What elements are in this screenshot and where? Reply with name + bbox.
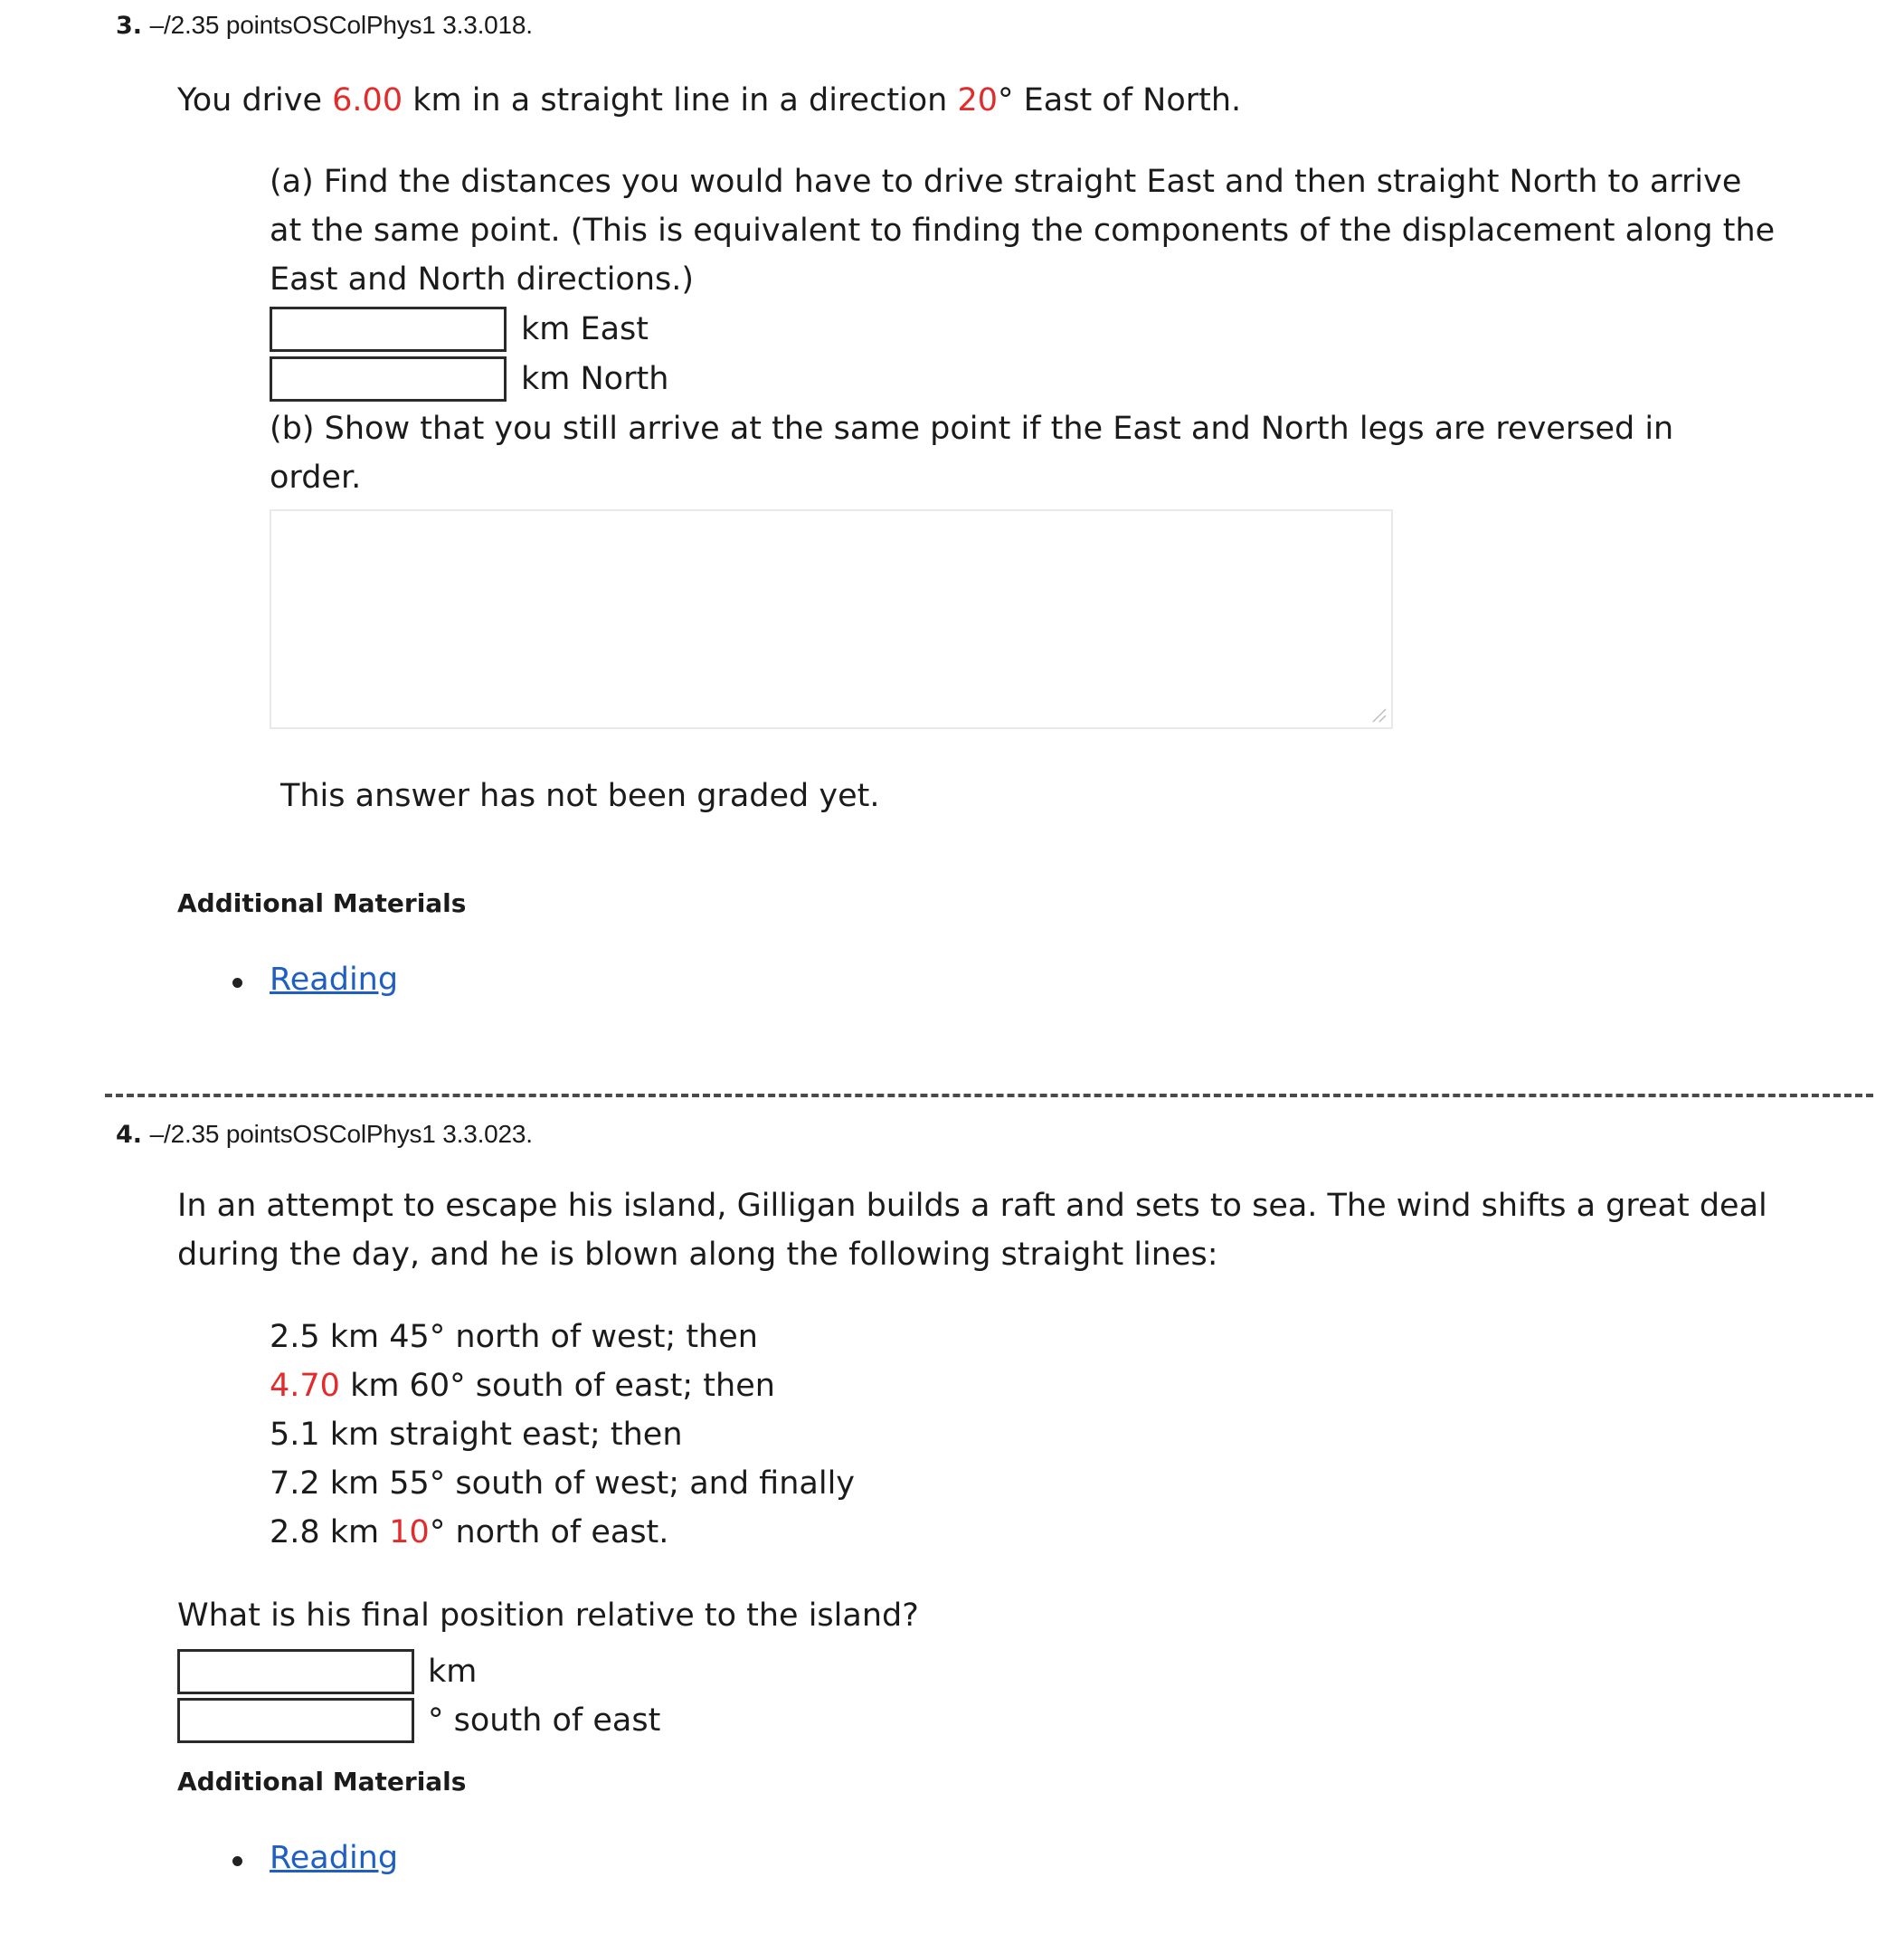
q4-km-input[interactable] — [177, 1649, 414, 1694]
q3-km-north-label: km North — [521, 361, 669, 397]
q3-header — [116, 11, 533, 40]
q4-leg-4: 7.2 km 55° south of west; and finally — [270, 1465, 856, 1502]
bullet-icon — [232, 1856, 242, 1866]
q3-part-a-line3: East and North directions.) — [270, 261, 695, 298]
q3-part-b-line2: order. — [270, 460, 362, 496]
question-divider — [105, 1094, 1873, 1097]
q3-reading-link[interactable]: Reading — [270, 962, 399, 998]
q4-leg-2 — [270, 1361, 855, 1410]
q4-intro — [177, 1181, 1767, 1279]
q4-leg-5-b: ° north of east. — [429, 1514, 669, 1550]
q4-additional-materials-title: Additional Materials — [177, 1767, 467, 1797]
q4-angle-label: ° south of east — [428, 1702, 661, 1739]
q4-leg-1: 2.5 km 45° north of west; then — [270, 1319, 758, 1355]
q3-essay-answer[interactable] — [270, 509, 1393, 729]
q3-number: 3. — [116, 12, 143, 40]
q4-intro-line1: In an attempt to escape his island, Gilligan builds a raft and sets to sea. The wind shifts a great deal — [177, 1188, 1767, 1224]
q4-intro-line2: during the day, and he is blown along the following straight lines: — [177, 1237, 1218, 1273]
q3-intro — [177, 76, 1241, 125]
bullet-icon — [232, 978, 242, 988]
q3-part-b-text — [270, 404, 1673, 502]
q3-km-east-input[interactable] — [270, 307, 507, 352]
q3-part-b-line1: (b) Show that you still arrive at the same point if the East and North legs are reversed in — [270, 411, 1674, 447]
q3-intro-p3: ° East of North. — [998, 82, 1242, 119]
q3-graded-note: This answer has not been graded yet. — [280, 778, 880, 814]
q4-leg-2-value: 4.70 — [270, 1368, 340, 1404]
q4-leg-5-value: 10 — [389, 1514, 430, 1550]
q4-reading-link[interactable]: Reading — [270, 1840, 399, 1876]
q3-km-north-input[interactable] — [270, 356, 507, 402]
q4-number: 4. — [116, 1121, 143, 1149]
q4-header — [116, 1120, 533, 1149]
q4-leg-2-rest: km 60° south of east; then — [339, 1368, 775, 1404]
q4-leg-3: 5.1 km straight east; then — [270, 1417, 683, 1453]
q3-distance-value: 6.00 — [332, 82, 403, 119]
q3-angle-value: 20 — [957, 82, 999, 119]
q4-leg-5 — [270, 1508, 855, 1557]
q4-question: What is his final position relative to the island? — [177, 1597, 919, 1634]
q4-legs-list — [270, 1313, 855, 1557]
resize-grip-icon[interactable] — [1369, 706, 1388, 724]
q3-points: –/2.35 pointsOSColPhys1 3.3.018. — [149, 11, 533, 39]
q3-intro-p2: km in a straight line in a direction — [403, 82, 958, 119]
q3-part-a-line2: at the same point. (This is equivalent to finding the components of the displacement along the — [270, 213, 1776, 249]
q4-km-label: km — [428, 1654, 478, 1690]
q4-points: –/2.35 pointsOSColPhys1 3.3.023. — [149, 1120, 533, 1148]
q4-leg-5-a: 2.8 km — [270, 1514, 390, 1550]
q3-additional-materials-title: Additional Materials — [177, 888, 467, 918]
q4-angle-input[interactable] — [177, 1698, 414, 1743]
q3-part-a-text — [270, 157, 1775, 304]
q3-km-east-label: km East — [521, 311, 649, 347]
q3-part-a-line1: (a) Find the distances you would have to drive straight East and then straight North to arrive — [270, 164, 1742, 200]
q3-intro-p1: You drive — [177, 82, 333, 119]
